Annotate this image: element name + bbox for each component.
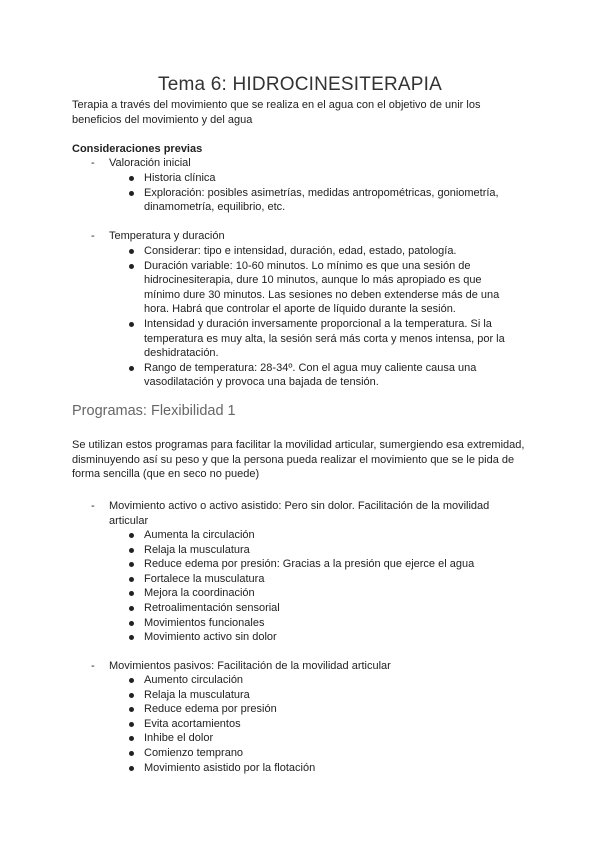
dash-marker: - — [91, 660, 95, 672]
list-item: Duración variable: 10-60 minutos. Lo mínimo es que una sesión de hidrocinesiterapia, dure 10 minutos, aunque lo más apropiado es que mínimo dure 30 minutos. Las sesiones no deben extenderse más de una hora. Habrá que controlar el aporte de líquido durante la sesión. — [129, 259, 514, 317]
list-item: Movimientos funcionales — [129, 616, 514, 631]
group-label: Valoración inicial — [109, 157, 191, 169]
bullet-list — [129, 244, 514, 390]
list-item: Aumento circulación — [129, 673, 514, 688]
page-title: Tema 6: HIDROCINESITERAPIA — [158, 74, 442, 95]
list-item: Aumenta la circulación — [129, 528, 514, 543]
list-item: Retroalimentación sensorial — [129, 601, 514, 616]
list-item: Evita acortamientos — [129, 717, 514, 732]
list-item: Historia clínica — [129, 171, 514, 186]
list-item: Inhibe el dolor — [129, 731, 514, 746]
dash-marker: - — [91, 500, 95, 512]
list-item: Intensidad y duración inversamente proporcional a la temperatura. Si la temperatura es muy alta, la sesión será más corta y menos intensa, por la deshidratación. — [129, 317, 514, 361]
intro-paragraph: Terapia a través del movimiento que se realiza en el agua con el objetivo de unir los beneficios del movimiento y del agua — [72, 99, 481, 126]
bullet-list — [129, 673, 514, 775]
consideraciones-heading: Consideraciones previas — [72, 143, 203, 155]
list-item: Relaja la musculatura — [129, 688, 514, 703]
list-item: Reduce edema por presión: Gracias a la presión que ejerce el agua — [129, 557, 514, 572]
dash-marker: - — [91, 157, 95, 169]
programas-heading: Programas: Flexibilidad 1 — [72, 403, 236, 419]
list-item: Movimiento asistido por la flotación — [129, 761, 514, 776]
list-item: Movimiento activo sin dolor — [129, 630, 514, 645]
bullet-list — [129, 528, 514, 645]
list-item: Reduce edema por presión — [129, 702, 514, 717]
dash-marker: - — [91, 230, 95, 242]
list-item: Fortalece la musculatura — [129, 572, 514, 587]
list-item: Mejora la coordinación — [129, 586, 514, 601]
group-label: Movimiento activo o activo asistido: Pero sin dolor. Facilitación de la movilidad articular — [109, 500, 490, 527]
programas-paragraph: Se utilizan estos programas para facilitar la movilidad articular, sumergiendo esa extremidad, disminuyendo así su peso y que la persona pueda realizar el movimiento que se le pida de forma sencilla (que en seco no puede) — [72, 439, 525, 481]
list-item: Rango de temperatura: 28-34º. Con el agua muy caliente causa una vasodilatación y provoca una bajada de tensión. — [129, 361, 514, 390]
bullet-list — [129, 171, 514, 215]
list-item: Considerar: tipo e intensidad, duración, edad, estado, patología. — [129, 244, 514, 259]
list-item: Relaja la musculatura — [129, 543, 514, 558]
group-label: Temperatura y duración — [109, 230, 225, 242]
list-item: Comienzo temprano — [129, 746, 514, 761]
list-item: Exploración: posibles asimetrías, medidas antropométricas, goniometría, dinamometría, equilibrio, etc. — [129, 186, 514, 215]
group-label: Movimientos pasivos: Facilitación de la movilidad articular — [109, 660, 391, 672]
